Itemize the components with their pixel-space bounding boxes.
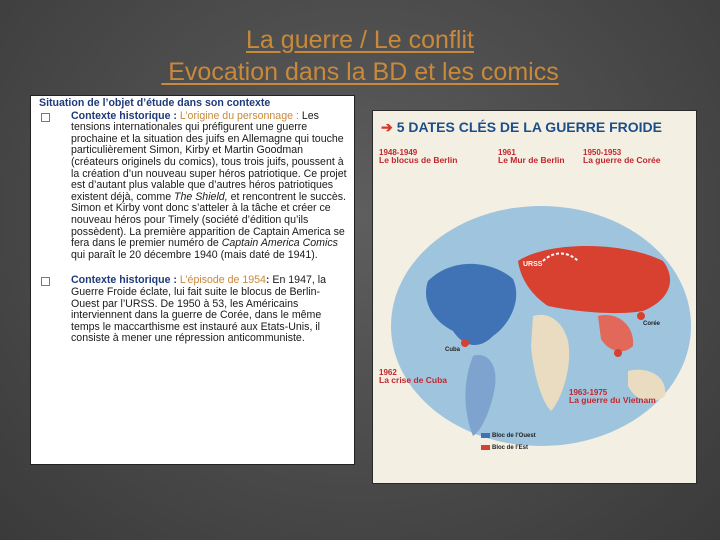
image-title-text: 5 DATES CLÉS DE LA GUERRE FROIDE bbox=[396, 119, 662, 135]
cuba-marker bbox=[461, 339, 469, 347]
world-map bbox=[373, 111, 696, 483]
bullet-highlight: L’épisode de 1954 bbox=[179, 274, 266, 287]
box-korean-war bbox=[583, 149, 691, 165]
box-heading: Le Mur de Berlin bbox=[498, 154, 565, 165]
legend-east bbox=[481, 445, 541, 453]
map-label-ussr: URSS bbox=[523, 261, 543, 268]
bullet-text-end: qui paraît le 20 décembre 1940 (mais daté de 1941). bbox=[71, 248, 318, 261]
bullet-text: Les tensions internationales qui préfigurent une guerre prochaine et la situation des juifs en Allemagne qui touche particulièrement Simon, Kirby et Martin Goodman (créateurs originels du comics), tous trois juifs, poussent à la création d’un nouveau super héros patriotique. Ce projet est d’autant plus valable que d’autres héros patriotiques existent déjà, comme bbox=[71, 109, 347, 203]
slide-title-line-2: Evocation dans la BD et les comics bbox=[161, 58, 559, 86]
box-berlin-wall bbox=[498, 149, 576, 165]
map-label-cuba: Cuba bbox=[445, 347, 460, 353]
bullet-italic-shield: The Shield, bbox=[174, 190, 228, 203]
box-year: 1950-1953 bbox=[583, 148, 622, 157]
bullet-colon: : bbox=[265, 274, 270, 287]
korea-marker bbox=[637, 312, 645, 320]
cold-war-map-image bbox=[372, 110, 697, 484]
box-heading: Le blocus de Berlin bbox=[379, 154, 458, 165]
legend-swatch-east bbox=[481, 445, 490, 450]
bullet-italic-comics: Captain America Comics bbox=[221, 237, 338, 250]
slide-title bbox=[0, 24, 720, 88]
square-bullet-icon bbox=[41, 113, 50, 122]
legend-east-label: Bloc de l’Est bbox=[492, 444, 529, 451]
vietnam-marker bbox=[614, 349, 622, 357]
map-label-korea: Corée bbox=[643, 321, 661, 327]
legend-west bbox=[481, 433, 541, 441]
square-bullet-icon bbox=[41, 277, 50, 286]
box-heading: La crise de Cuba bbox=[379, 374, 448, 385]
bullet-text: En 1947, la Guerre Froide éclate, lui fait suite le blocus de Berlin-Ouest par l’URSS. De 1950 à 53, les Américains interviennent dans la guerre de Corée, dans le même temps le maccarthisme est instauré aux Etats-Unis, il consiste à mener une répression anticommuniste. bbox=[71, 274, 326, 345]
bullet-lead: Contexte historique : bbox=[71, 274, 180, 287]
box-year: 1962 bbox=[379, 368, 397, 377]
box-vietnam-war bbox=[569, 389, 689, 405]
legend-swatch-west bbox=[481, 433, 490, 438]
bullet-item-1954 bbox=[39, 275, 348, 345]
box-year: 1963-1975 bbox=[569, 388, 608, 397]
slide-title-line-1: La guerre / Le conflit bbox=[246, 26, 474, 54]
box-year: 1961 bbox=[498, 148, 516, 157]
box-cuban-crisis bbox=[379, 369, 477, 385]
box-heading: La guerre de Corée bbox=[583, 154, 661, 165]
box-heading: La guerre du Vietnam bbox=[569, 394, 656, 405]
bullet-item-origin bbox=[39, 111, 348, 262]
content-text-box bbox=[30, 95, 355, 465]
legend-west-label: Bloc de l’Ouest bbox=[492, 433, 536, 440]
arrow-right-icon: ➔ bbox=[381, 119, 393, 135]
section-heading: Situation de l’objet d’étude dans son contexte bbox=[39, 97, 271, 109]
bullet-highlight: L’origine du personnage : bbox=[179, 109, 299, 122]
bullet-lead: Contexte historique : bbox=[71, 109, 180, 122]
map-legend bbox=[481, 433, 541, 452]
box-berlin-blockade bbox=[379, 149, 487, 165]
box-year: 1948-1949 bbox=[379, 148, 418, 157]
bullet-text-continued: et rencontrent le succès. Simon et Kirby vont donc s’atteler à la tâche et créer ce nouveau héros pour Timely (société d’édition qu’ils possèdent). La première apparition de Captain America se fera dans le premier numéro de bbox=[71, 190, 346, 250]
